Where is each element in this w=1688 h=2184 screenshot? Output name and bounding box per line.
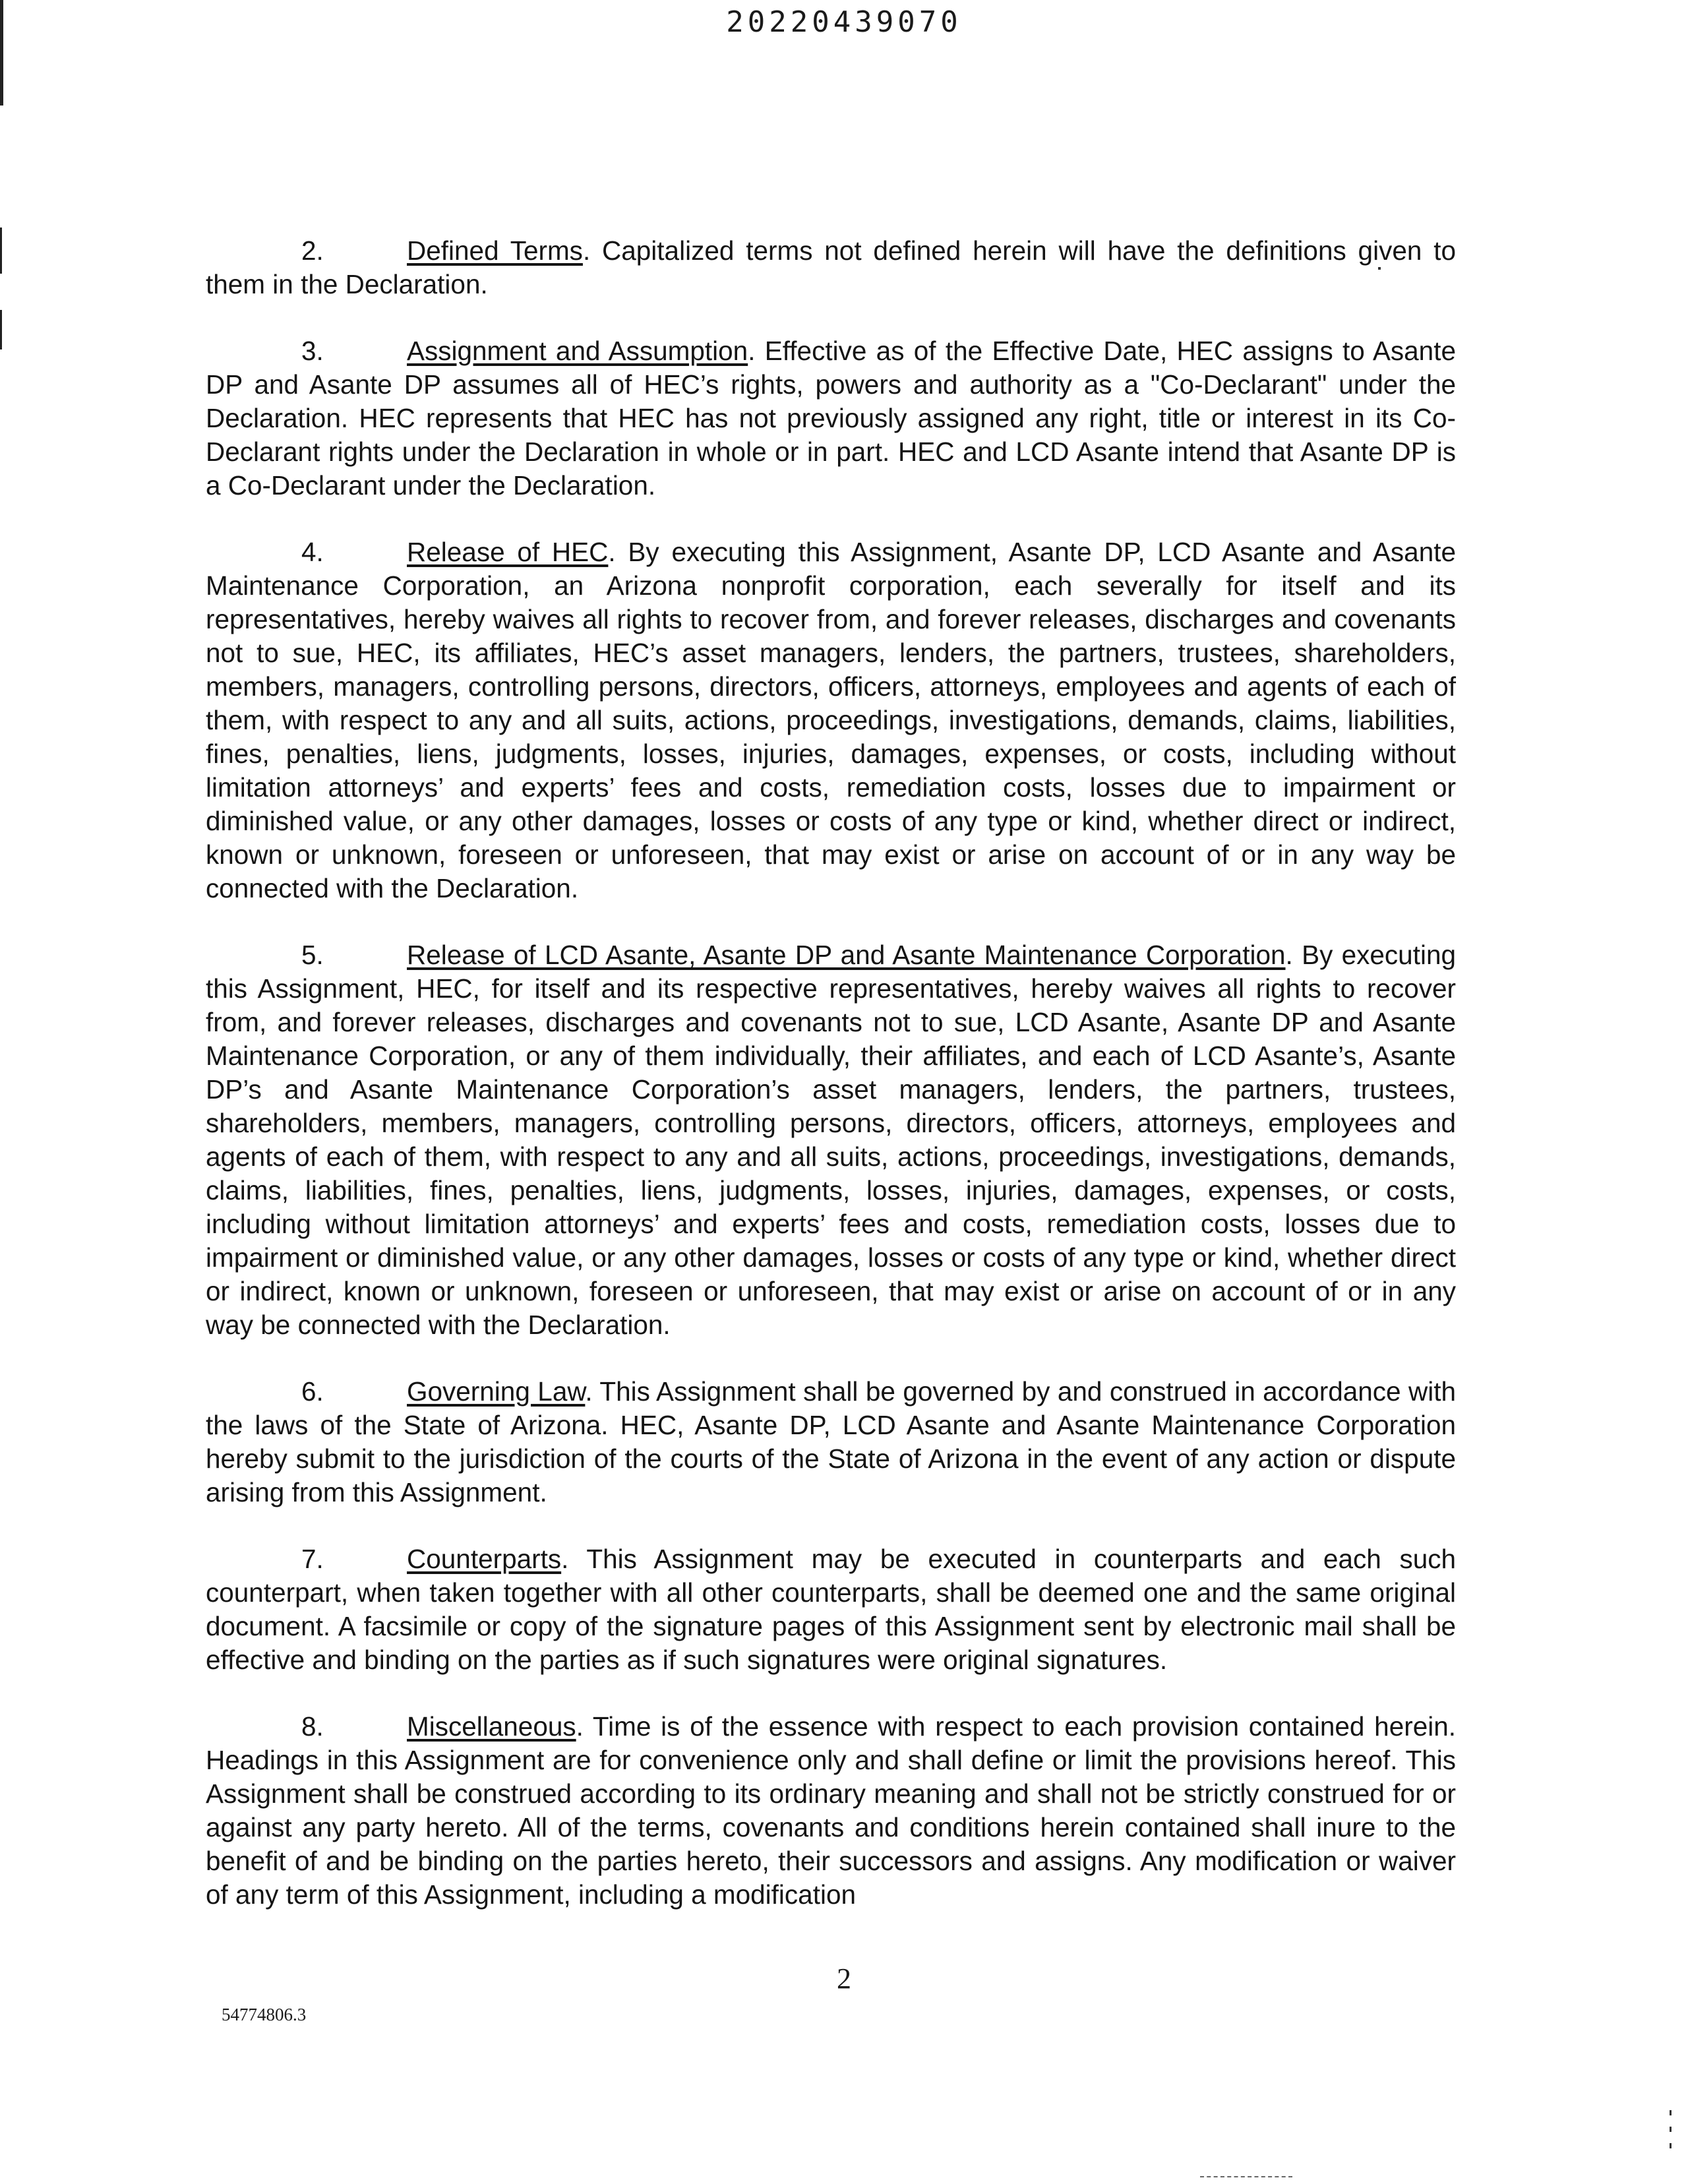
section-text: . This Assignment shall be governed by and construed in accordance with the laws of the State of Arizona. HEC, Asante DP, LCD Asante and Asante Maintenance Corporation hereby submit to the jurisdiction of the courts of the State of Arizona in the event of any action or dispute arising from this Assignment. bbox=[206, 1376, 1457, 1507]
section-number: 2. bbox=[301, 235, 324, 266]
section-number: 6. bbox=[301, 1376, 324, 1407]
section-text: . Effective as of the Effective Date, HEC assigns to Asante DP and Asante DP assumes all of HEC’s rights, powers and authority as a "Co-Declarant" under the Declaration. HEC represents that HEC has not previously assigned any right, title or interest in its Co-Declarant rights under the Declaration in whole or in part. HEC and LCD Asante intend that Asante DP is a Co-Declarant under the Declaration. bbox=[206, 336, 1456, 501]
section-heading: Defined Terms bbox=[407, 235, 583, 266]
section-text: . Time is of the essence with respect to each provision contained herein. Headings in this Assignment are for convenience only and shall define or limit the provisions hereof. This Assignment shall be construed according to its ordinary meaning and shall not be strictly construed for or against any party hereto. All of the terms, covenants and conditions herein contained shall inure to the benefit of and be binding on the parties hereto, their successors and assigns. Any modification or waiver of any term of this Assignment, including a modification bbox=[206, 1711, 1456, 1910]
section-7 bbox=[206, 1542, 1456, 1677]
scan-edge-mark bbox=[0, 228, 2, 274]
section-text: . By executing this Assignment, HEC, for itself and its respective representatives, hereby waives all rights to recover from, and forever releases, discharges and covenants not to sue, LCD Asante, Asante DP and Asante Maintenance Corporation, or any of them individually, their affiliates, and each of LCD Asante’s, Asante DP’s and Asante Maintenance Corporation’s asset managers, lenders, the partners, trustees, shareholders, members, managers, controlling persons, directors, officers, attorneys, employees and agents of each of them, with respect to any and all suits, actions, proceedings, investigations, demands, claims, liabilities, fines, penalties, liens, judgments, losses, injuries, damages, expenses, or costs, including without limitation attorneys’ and experts’ fees and costs, remediation costs, losses due to impairment or diminished value, or any other damages, losses or costs of any type or kind, whether direct or indirect, known or unknown, foreseen or unforeseen, that may exist or arise on account of or in any way be connected with the Declaration. bbox=[206, 940, 1456, 1340]
scan-speck bbox=[1670, 2110, 1672, 2115]
section-heading: Miscellaneous bbox=[407, 1711, 576, 1742]
scan-edge-mark bbox=[0, 310, 2, 349]
section-text: . This Assignment may be executed in counterparts and each such counterpart, when taken together with all other counterparts, shall be deemed one and the same original document. A facsimile or copy of the signature pages of this Assignment sent by electronic mail shall be effective and binding on the parties as if such signatures were original signatures. bbox=[206, 1544, 1456, 1675]
section-4 bbox=[206, 535, 1456, 905]
section-number: 8. bbox=[301, 1711, 324, 1742]
section-text: . By executing this Assignment, Asante DP, LCD Asante and Asante Maintenance Corporation, an Arizona nonprofit corporation, each severally for itself and its representatives, hereby waives all rights to recover from, and forever releases, discharges and covenants not to sue, HEC, its affiliates, HEC’s asset managers, lenders, the partners, trustees, shareholders, members, managers, controlling persons, directors, officers, attorneys, employees and agents of each of them, with respect to any and all suits, actions, proceedings, investigations, demands, claims, liabilities, fines, penalties, liens, judgments, losses, injuries, damages, expenses, or costs, including without limitation attorneys’ and experts’ fees and costs, remediation costs, losses due to impairment or diminished value, or any other damages, losses or costs of any type or kind, whether direct or indirect, known or unknown, foreseen or unforeseen, that may exist or arise on account of or in any way be connected with the Declaration. bbox=[206, 537, 1456, 903]
section-heading: Counterparts bbox=[407, 1544, 562, 1574]
section-number: 3. bbox=[301, 336, 324, 366]
section-number: 4. bbox=[301, 537, 324, 567]
section-number: 7. bbox=[301, 1544, 324, 1574]
page-number: 2 bbox=[837, 1962, 851, 1995]
section-8 bbox=[206, 1710, 1456, 1912]
section-heading: Release of LCD Asante, Asante DP and Asante Maintenance Corporation bbox=[407, 940, 1286, 970]
section-6 bbox=[206, 1375, 1456, 1509]
section-heading: Release of HEC bbox=[407, 537, 609, 567]
recording-number: 20220439070 bbox=[726, 5, 962, 39]
section-2 bbox=[206, 234, 1456, 301]
section-text: . Capitalized terms not defined herein will have the definitions given to them in the Declaration. bbox=[206, 235, 1456, 299]
section-5 bbox=[206, 938, 1456, 1342]
section-number: 5. bbox=[301, 940, 324, 970]
section-3 bbox=[206, 334, 1456, 502]
scan-artifact bbox=[1200, 2176, 1292, 2179]
scan-speck bbox=[1670, 2127, 1672, 2132]
document-id: 54774806.3 bbox=[222, 2005, 307, 2024]
scan-speck bbox=[1378, 267, 1381, 270]
document-body bbox=[206, 234, 1456, 1945]
section-heading: Assignment and Assumption bbox=[407, 336, 748, 366]
scan-speck bbox=[1670, 2143, 1672, 2148]
section-heading: Governing Law bbox=[407, 1376, 586, 1407]
